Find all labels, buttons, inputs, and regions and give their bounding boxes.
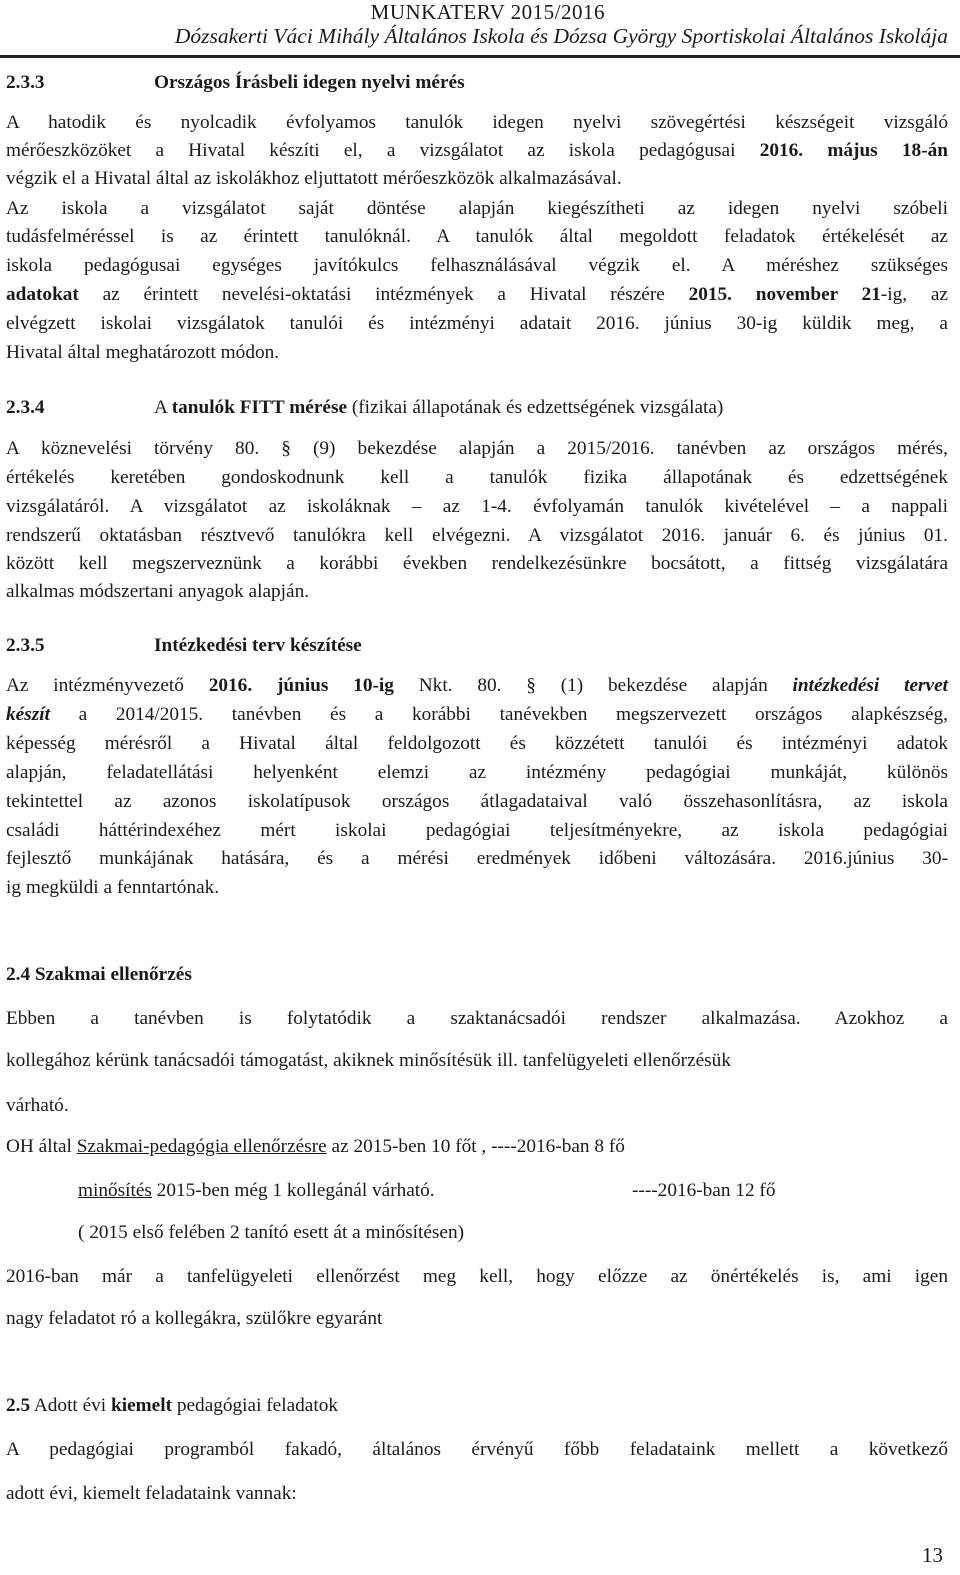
paragraph-line: Ebben a tanévben is folytatódik a szaktanácsadói rendszer alkalmazása. Azokhoz a [6,1008,948,1029]
paragraph-line: A hatodik és nyolcadik évfolyamos tanulók idegen nyelvi szövegértési készségeit vizsgáló [6,112,948,133]
section-title: Intézkedési terv készítése [154,635,362,656]
header-divider [0,55,960,58]
paragraph-line: iskola pedagógusai egységes javítókulcs felhasználásával végzik el. A méréshez szükséges [6,255,948,276]
paragraph-line: Hivatal által meghatározott módon. [6,342,280,363]
page-number: 13 [922,1543,943,1567]
paragraph-line: A köznevelési törvény 80. § (9) bekezdése alapján a 2015/2016. tanévben az országos mérés, [6,438,948,459]
paragraph-line: értékelés keretében gondoskodnunk kell a tanulók fizika állapotának és edzettségének [6,467,948,488]
paragraph-line: családi háttérindexéhez mért iskolai pedagógiai teljesítményekre, az iskola pedagógiai [6,820,948,841]
paragraph-line: nagy feladatot ró a kollegákra, szülőkre egyaránt [6,1308,383,1329]
paragraph-line: adott évi, kiemelt feladataink vannak: [6,1483,297,1504]
section-2-5-heading: 2.5 Adott évi kiemelt pedagógiai feladatok [6,1395,338,1416]
paragraph-line: alkalmas módszertani anyagok alapján. [6,581,310,602]
section-2-3-5-heading [6,635,362,657]
paragraph-line: tekintettel az azonos iskolatípusok országos átlagadataival való összehasonlításra, az iskola [6,791,948,812]
school-name: Dózsakerti Váci Mihály Általános Iskola és Dózsa György Sportiskolai Általános Iskolája [174,24,948,48]
paragraph-line: mérőeszközöket a Hivatal készíti el, a vizsgálatot az iskola pedagógusai 2016. május 18-án [6,140,948,161]
section-number: 2.3.3 [6,72,45,93]
paragraph-line: fejlesztő munkájának hatására, és a mérési eredmények időbeni változására. 2016.június 30- [6,848,948,869]
paragraph-line: kollegához kérünk tanácsadói támogatást, akiknek minősítésük ill. tanfelügyeleti ellenőrzésük [6,1050,731,1071]
section-number: 2.3.4 [6,397,45,418]
paragraph-line: között kell megszerveznünk a korábbi években rendelkezésünkre bocsátott, a fittség vizsgálatára [6,553,948,574]
document-title: MUNKATERV 2015/2016 [370,0,605,24]
paragraph-line: végzik el a Hivatal által az iskolákhoz eljuttatott mérőeszközök alkalmazásával. [6,168,622,189]
section-title: Országos Írásbeli idegen nyelvi mérés [154,72,465,93]
paragraph-line: adatokat az érintett nevelési-oktatási intézmények a Hivatal részére 2015. november 21-ig, az [6,284,948,305]
paragraph-line: ----2016-ban 12 fő [632,1180,776,1201]
paragraph-line: OH által Szakmai-pedagógia ellenőrzésre az 2015-ben 10 főt , ----2016-ban 8 fő [6,1136,625,1157]
paragraph-line: készít a 2014/2015. tanévben és a korábbi tanévekben megszervezett országos alapkészség, [6,704,948,725]
paragraph-line: ig megküldi a fenntartónak. [6,877,220,898]
section-2-4-heading: 2.4 Szakmai ellenőrzés [6,964,192,985]
paragraph-line: vizsgálatáról. A vizsgálatot az iskoláknak – az 1-4. évfolyamán tanulók kivételével – a nappali [6,496,948,517]
paragraph-line: rendszerű oktatásban résztvevő tanulókra kell elvégezni. A vizsgálatot 2016. január 6. és június 01. [6,525,948,546]
paragraph-line: elvégzett iskolai vizsgálatok tanulói és intézményi adatait 2016. június 30-ig küldik meg, a [6,313,948,334]
paragraph-line: tudásfelméréssel is az érintett tanulóknál. A tanulók által megoldott feladatok értékelését az [6,226,948,247]
paragraph-line: Az iskola a vizsgálatot saját döntése alapján kiegészítheti az idegen nyelvi szóbeli [6,198,948,219]
section-number: 2.3.5 [6,635,45,656]
paragraph-line: várható. [6,1095,69,1116]
paragraph-line: alapján, feladatellátási helyenként elemzi az intézmény pedagógiai munkáját, különös [6,762,948,783]
section-2-3-4-heading: 2.3.4 A tanulók FITT mérése (fizikai állapotának és edzettségének vizsgálata) [6,397,724,418]
paragraph-line: minősítés 2015-ben még 1 kollegánál várható. [78,1180,435,1201]
paragraph-line: 2016-ban már a tanfelügyeleti ellenőrzést meg kell, hogy előzze az önértékelés is, ami igen [6,1266,948,1287]
paragraph-line: A pedagógiai programból fakadó, általános érvényű főbb feladataink mellett a következő [6,1439,948,1460]
section-2-3-3-heading [6,72,465,94]
paragraph-line: Az intézményvezető 2016. június 10-ig Nkt. 80. § (1) bekezdése alapján intézkedési tervet [6,675,948,696]
paragraph-line: ( 2015 első felében 2 tanító esett át a minősítésen) [78,1222,465,1243]
paragraph-line: képesség mérésről a Hivatal által feldolgozott és közzétett tanulói és intézményi adatok [6,733,948,754]
